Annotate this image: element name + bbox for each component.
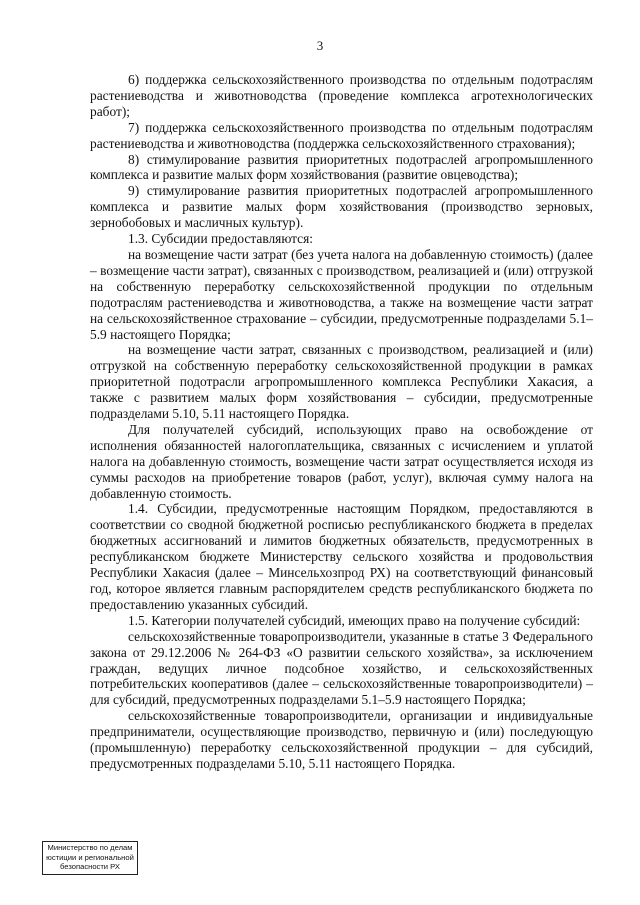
paragraph-subsidy-5-10-5-11: на возмещение части затрат, связанных с производством, реализацией и (или) отгрузкой на собственную переработку сельскохозяйственной продукции в рамках приоритетной подотрасли агропромышленного комплекса Республики Хакасия, а также с развитием малых форм хозяйствования – субсидии, предусмотренные подразделами 5.10, 5.11 настоящего Порядка.: [90, 342, 593, 422]
document-body: [90, 72, 593, 772]
paragraph-recipients-organizations: сельскохозяйственные товаропроизводители, организации и индивидуальные предприниматели, осуществляющие производство, первичную и (или) последующую (промышленную) переработку сельскохозяйственной продукции – для субсидий, предусмотренных подразделами 5.10, 5.11 настоящего Порядка.: [90, 708, 593, 771]
paragraph-item-6: 6) поддержка сельскохозяйственного производства по отдельным подотраслям растениеводства и животноводства (проведение комплекса агротехнологических работ);: [90, 72, 593, 119]
paragraph-recipients-producers: сельскохозяйственные товаропроизводители, указанные в статье 3 Федерального закона от 29.12.2006 № 264-ФЗ «О развитии сельского хозяйства», за исключением граждан, ведущих личное подсобное хозяйство, и сельскохозяйственных потребительских кооперативов (далее – сельскохозяйственные товаропроизводители) – для субсидий, предусмотренных подразделами 5.1–5.9 настоящего Порядка;: [90, 628, 593, 708]
paragraph-subsidy-5-1-5-9: на возмещение части затрат (без учета налога на добавленную стоимость) (далее – возмещение части затрат), связанных с производством, реализацией и (или) отгрузкой на собственную переработку сельскохозяйственной продукции по отдельным подотраслям растениеводства и животноводства, а также на возмещение части затрат на сельскохозяйственное страхование – субсидии, предусмотренные подразделами 5.1–5.9 настоящего Порядка;: [90, 246, 593, 342]
paragraph-1-5-heading: 1.5. Категории получателей субсидий, имеющих право на получение субсидий:: [128, 612, 581, 628]
paragraph-1-4: 1.4. Субсидии, предусмотренные настоящим Порядком, предоставляются в соответствии со сводной бюджетной росписью республиканского бюджета в пределах бюджетных ассигнований и лимитов бюджетных обязательств, предусмотренных в республиканском бюджете Министерству сельского хозяйства и продовольствия Республики Хакасия (далее – Минсельхозпрод РХ) на соответствующий финансовый год, которое является главным распорядителем средств республиканского бюджета по предоставлению указанных субсидий.: [90, 501, 593, 612]
ministry-stamp: [42, 841, 138, 875]
stamp-line: юстиции и региональной: [46, 852, 134, 862]
stamp-line: безопасности РХ: [60, 862, 120, 872]
stamp-line: Министерство по делам: [47, 843, 133, 852]
paragraph-vat-exemption: Для получателей субсидий, использующих право на освобождение от исполнения обязанностей налогоплательщика, связанных с исчислением и уплатой налога на добавленную стоимость, возмещение части затрат осуществляется исходя из суммы расходов на приобретение товаров (работ, услуг), включая сумму налога на добавленную стоимость.: [90, 421, 593, 501]
page-number: 3: [316, 38, 324, 53]
paragraph-item-9: 9) стимулирование развития приоритетных подотраслей агропромышленного комплекса и развитие малых форм хозяйствования (производство зерновых, зернобобовых и масличных культур).: [90, 183, 593, 231]
paragraph-1-3-heading: 1.3. Субсидии предоставляются:: [128, 231, 313, 247]
paragraph-item-8: 8) стимулирование развития приоритетных подотраслей агропромышленного комплекса и развитие малых форм хозяйствования (развитие овцеводства);: [90, 151, 593, 183]
paragraph-item-7: 7) поддержка сельскохозяйственного производства по отдельным подотраслям растениеводства и животноводства (поддержка сельскохозяйственного страхования);: [90, 119, 593, 151]
